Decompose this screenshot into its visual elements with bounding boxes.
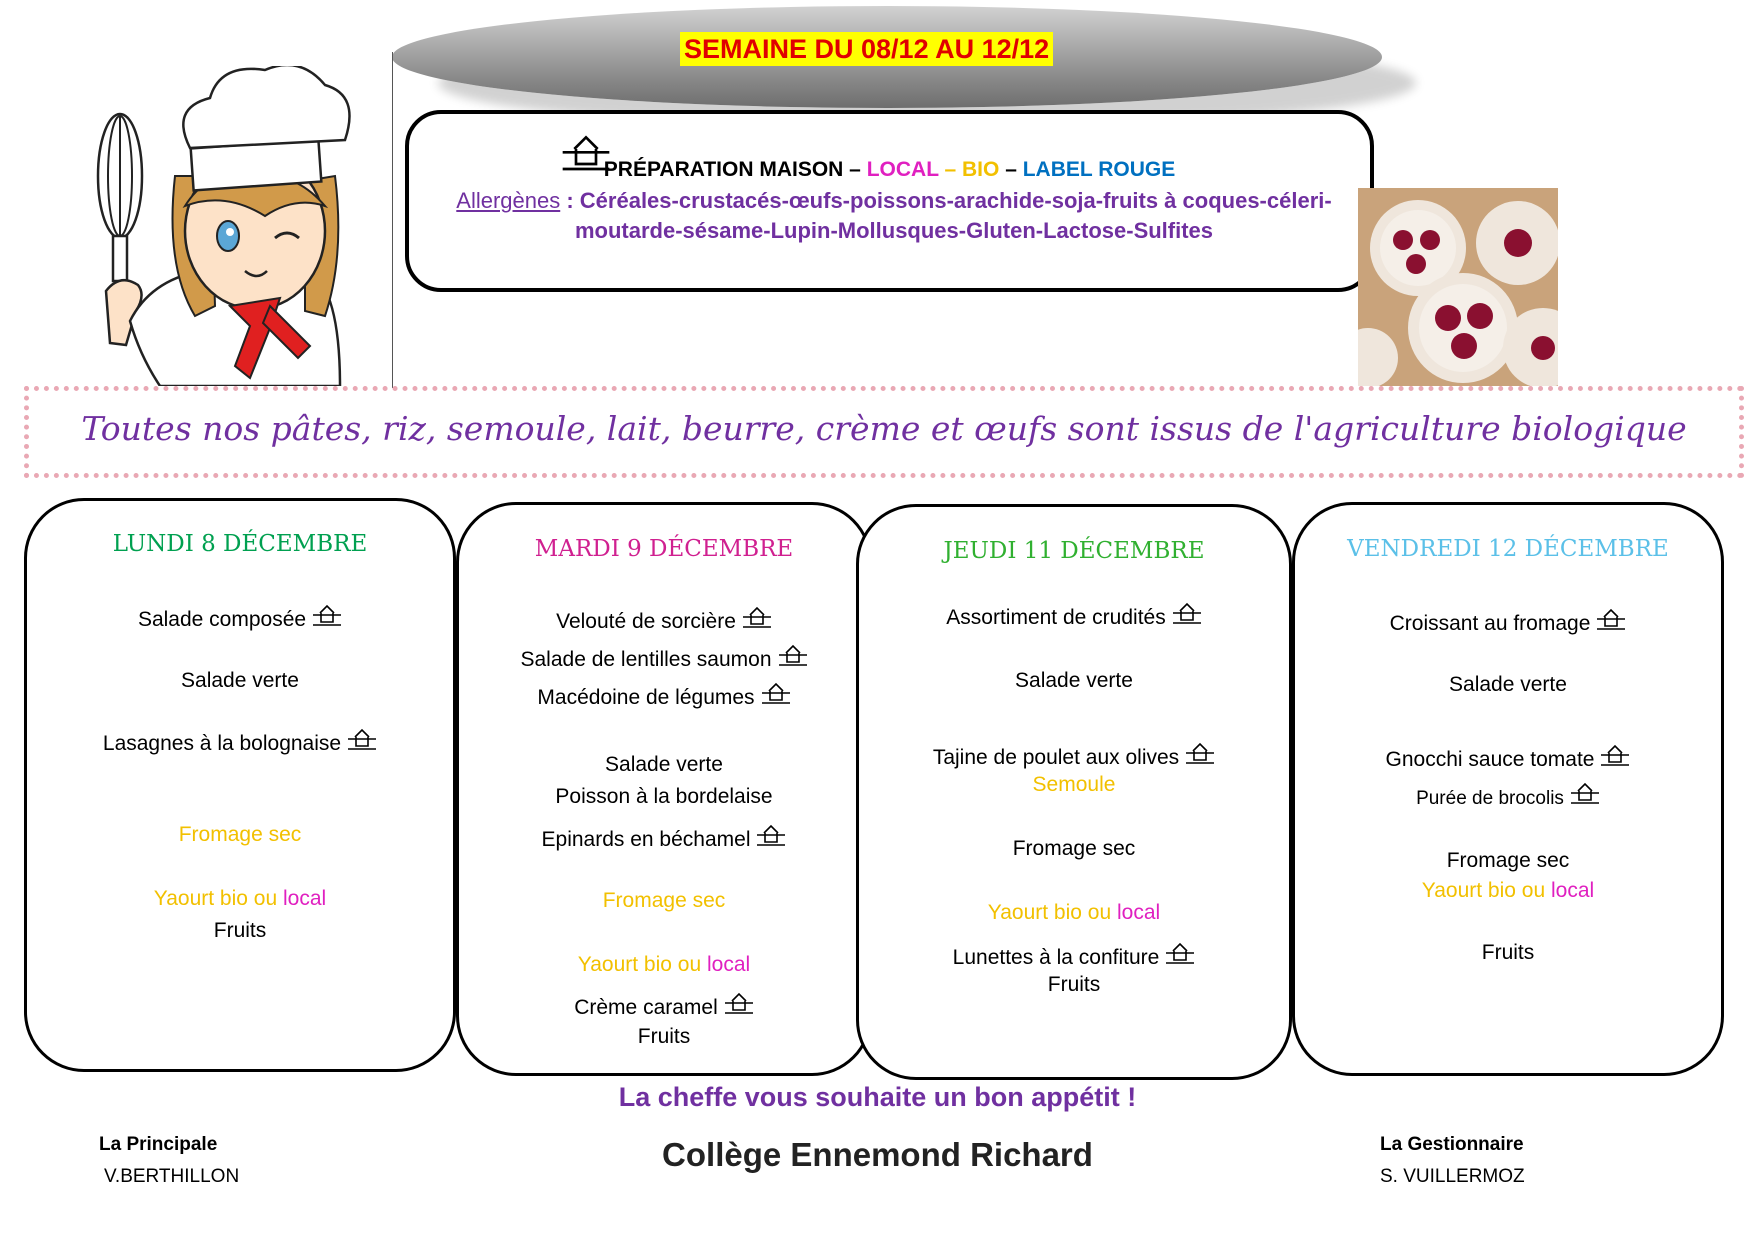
dish xyxy=(27,727,453,756)
dish-label: Salade composée xyxy=(137,608,307,631)
dish: Fruits xyxy=(637,1025,691,1048)
school-name: Collège Ennemond Richard xyxy=(662,1136,1093,1173)
legend-prep: PRÉPARATION MAISON xyxy=(603,158,844,181)
dish: Salade verte xyxy=(605,753,723,776)
chef-illustration xyxy=(80,66,380,386)
dish xyxy=(859,741,1289,770)
legend-box xyxy=(405,110,1374,292)
allergens-label: Allergènes xyxy=(456,188,561,213)
cookies-image xyxy=(1358,188,1558,386)
dish: Fromage sec xyxy=(602,889,726,912)
dish-label: local xyxy=(707,953,751,976)
dish: Salade verte xyxy=(181,669,299,692)
dish-label: Croissant au fromage xyxy=(1389,612,1591,635)
house-icon xyxy=(312,603,342,629)
house-icon xyxy=(347,727,377,753)
principal-title: La Principale xyxy=(99,1134,218,1155)
dish: Fromage sec xyxy=(1446,849,1570,872)
dish-label: Crème caramel xyxy=(574,996,718,1019)
divider-line xyxy=(392,52,393,388)
dish-label: Yaourt bio ou xyxy=(577,953,702,976)
dish xyxy=(459,953,869,977)
dish xyxy=(459,823,869,852)
day-title: MARDI 9 DÉCEMBRE xyxy=(534,536,794,562)
dish xyxy=(459,605,869,634)
bio-banner xyxy=(24,386,1744,478)
day-card-mardi xyxy=(456,502,872,1076)
house-icon xyxy=(1570,781,1600,807)
principal-name: V.BERTHILLON xyxy=(104,1166,240,1187)
legend-rouge: ROUGE xyxy=(1098,158,1176,181)
dish: Salade verte xyxy=(1449,673,1567,696)
day-title: VENDREDI 12 DÉCEMBRE xyxy=(1347,536,1669,562)
dish xyxy=(27,887,453,911)
day-title: JEUDI 11 DÉCEMBRE xyxy=(943,538,1205,564)
day-card-jeudi xyxy=(856,504,1292,1080)
dish-label: Yaourt bio ou xyxy=(987,901,1112,924)
dish xyxy=(1295,781,1721,810)
dish-label: local xyxy=(1551,879,1595,902)
manager-name: S. VUILLERMOZ xyxy=(1380,1166,1525,1187)
dish xyxy=(27,603,453,632)
dish-label: Epinards en béchamel xyxy=(541,828,751,851)
bio-banner-text: Toutes nos pâtes, riz, semoule, lait, beurre, crème et œufs sont issus de l'agriculture biologique xyxy=(81,409,1687,448)
legend-bio: BIO xyxy=(962,158,1000,181)
allergens-list: : Céréales-crustacés-œufs-poissons-arachide-soja-fruits à coques-céleri-moutarde-sésame-Lupin-Mollusques-Gluten-Lactose-Sulfites xyxy=(560,188,1332,243)
dish-label: Lasagnes à la bolognaise xyxy=(102,732,342,755)
legend-sep: – xyxy=(938,158,963,181)
legend-label: LABEL xyxy=(1022,158,1093,181)
dish: Fruits xyxy=(1481,941,1535,964)
dish-label: Salade de lentilles saumon xyxy=(520,648,772,671)
dish: Semoule xyxy=(1032,773,1116,796)
house-icon xyxy=(778,643,808,669)
house-icon xyxy=(724,991,754,1017)
dish-label: Macédoine de légumes xyxy=(537,686,755,709)
whisk-icon xyxy=(98,114,142,281)
house-icon xyxy=(742,605,772,631)
dish-label: local xyxy=(283,887,327,910)
manager-title: La Gestionnaire xyxy=(1380,1134,1524,1155)
legend-labels xyxy=(409,158,1370,182)
dish-label: Yaourt bio ou xyxy=(153,887,278,910)
dish-label: local xyxy=(1117,901,1161,924)
dish: Fruits xyxy=(213,919,267,942)
day-card-lundi xyxy=(24,498,456,1072)
house-icon xyxy=(761,681,791,707)
house-icon xyxy=(1165,941,1195,967)
dish xyxy=(1295,879,1721,903)
dish-label: Tajine de poulet aux olives xyxy=(932,746,1180,769)
dish-label: Velouté de sorcière xyxy=(556,610,736,633)
dish-label: Lunettes à la confiture xyxy=(952,946,1160,969)
house-icon xyxy=(1600,743,1630,769)
dish-label: Gnocchi sauce tomate xyxy=(1385,748,1595,771)
dish: Poisson à la bordelaise xyxy=(555,785,773,808)
dish-label: Yaourt bio ou xyxy=(1421,879,1546,902)
dish xyxy=(859,601,1289,630)
dish-label: Purée de brocolis xyxy=(1416,788,1564,809)
week-title: SEMAINE DU 08/12 AU 12/12 xyxy=(680,32,1053,66)
dish xyxy=(1295,743,1721,772)
legend-sep: – xyxy=(999,158,1023,181)
dish: Salade verte xyxy=(1015,669,1133,692)
dish xyxy=(459,991,869,1020)
dish xyxy=(859,901,1289,925)
allergens xyxy=(449,186,1339,246)
house-icon xyxy=(1172,601,1202,627)
dish xyxy=(859,941,1289,970)
dish-label: Assortiment de crudités xyxy=(946,606,1166,629)
dish xyxy=(459,681,869,710)
house-icon xyxy=(1596,607,1626,633)
day-title: LUNDI 8 DÉCEMBRE xyxy=(112,531,368,557)
dish: Fruits xyxy=(1047,973,1101,996)
day-card-vendredi xyxy=(1292,502,1724,1076)
legend-sep: – xyxy=(843,158,867,181)
dish xyxy=(1295,607,1721,636)
dish: Fromage sec xyxy=(1012,837,1136,860)
dish xyxy=(459,643,869,672)
house-icon xyxy=(1185,741,1215,767)
bon-appetit-message: La cheffe vous souhaite un bon appétit ! xyxy=(618,1082,1137,1112)
dish: Fromage sec xyxy=(178,823,302,846)
house-icon xyxy=(756,823,786,849)
legend-local: LOCAL xyxy=(866,158,939,181)
